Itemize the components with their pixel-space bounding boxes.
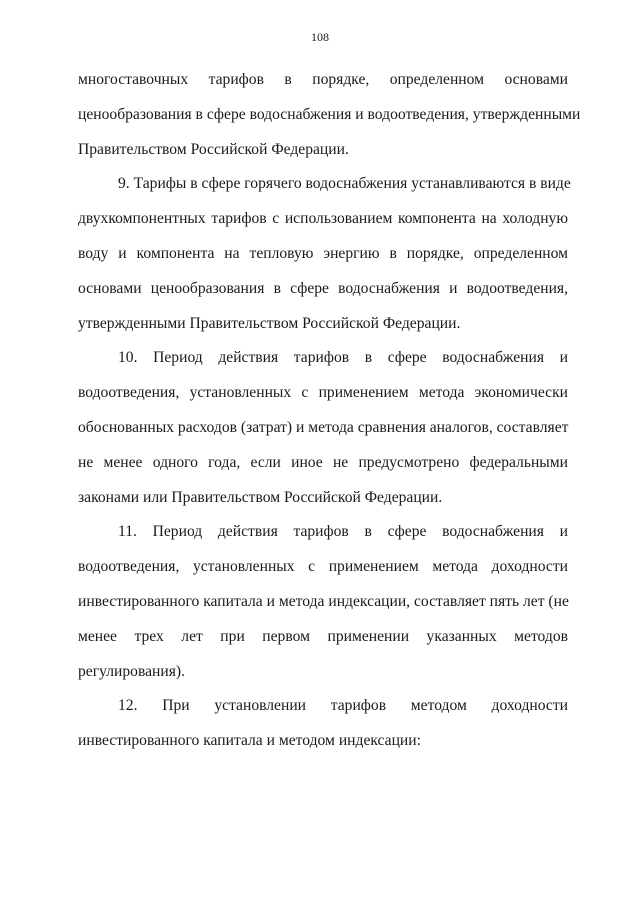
text-line: менее трех лет при первом применении указанных методов [78,627,568,645]
text-line: двухкомпонентных тарифов с использованием компонента на холодную [78,210,568,228]
text-line: водоотведения, установленных с применением метода доходности [78,558,568,576]
text-line: 12. При установлении тарифов методом доходности [118,697,568,715]
text-line: инвестированного капитала и метода индексации, составляет пять лет (не [78,592,569,610]
text-line: ценообразования в сфере водоснабжения и водоотведения, утвержденными [78,105,581,123]
text-line: утвержденными Правительством Российской Федерации. [78,314,461,332]
page-number: 108 [311,30,329,44]
paragraph-10 [78,341,568,515]
text-line: обоснованных расходов (затрат) и метода сравнения аналогов, составляет [78,418,569,436]
text-line: воду и компонента на тепловую энергию в порядке, определенном [78,244,568,262]
text-line: инвестированного капитала и методом индексации: [78,732,421,750]
text-line: Правительством Российской Федерации. [78,140,349,158]
text-line: регулирования). [78,662,185,680]
text-line: 10. Период действия тарифов в сфере водоснабжения и [118,349,568,367]
paragraph-1 [78,63,581,167]
paragraph-11 [78,515,568,689]
text-line: законами или Правительством Российской Федерации. [78,488,443,506]
paragraph-12 [78,689,568,759]
text-line: 9. Тарифы в сфере горячего водоснабжения устанавливаются в виде [118,175,571,193]
paragraph-9 [78,167,571,341]
text-line: многоставочных тарифов в порядке, определенном основами [78,71,568,88]
text-line: основами ценообразования в сфере водоснабжения и водоотведения, [78,279,568,297]
text-line: водоотведения, установленных с применением метода экономически [78,384,568,402]
document-body [78,63,581,759]
text-line: не менее одного года, если иное не предусмотрено федеральными [78,453,568,471]
text-line: 11. Период действия тарифов в сфере водоснабжения и [118,523,568,541]
